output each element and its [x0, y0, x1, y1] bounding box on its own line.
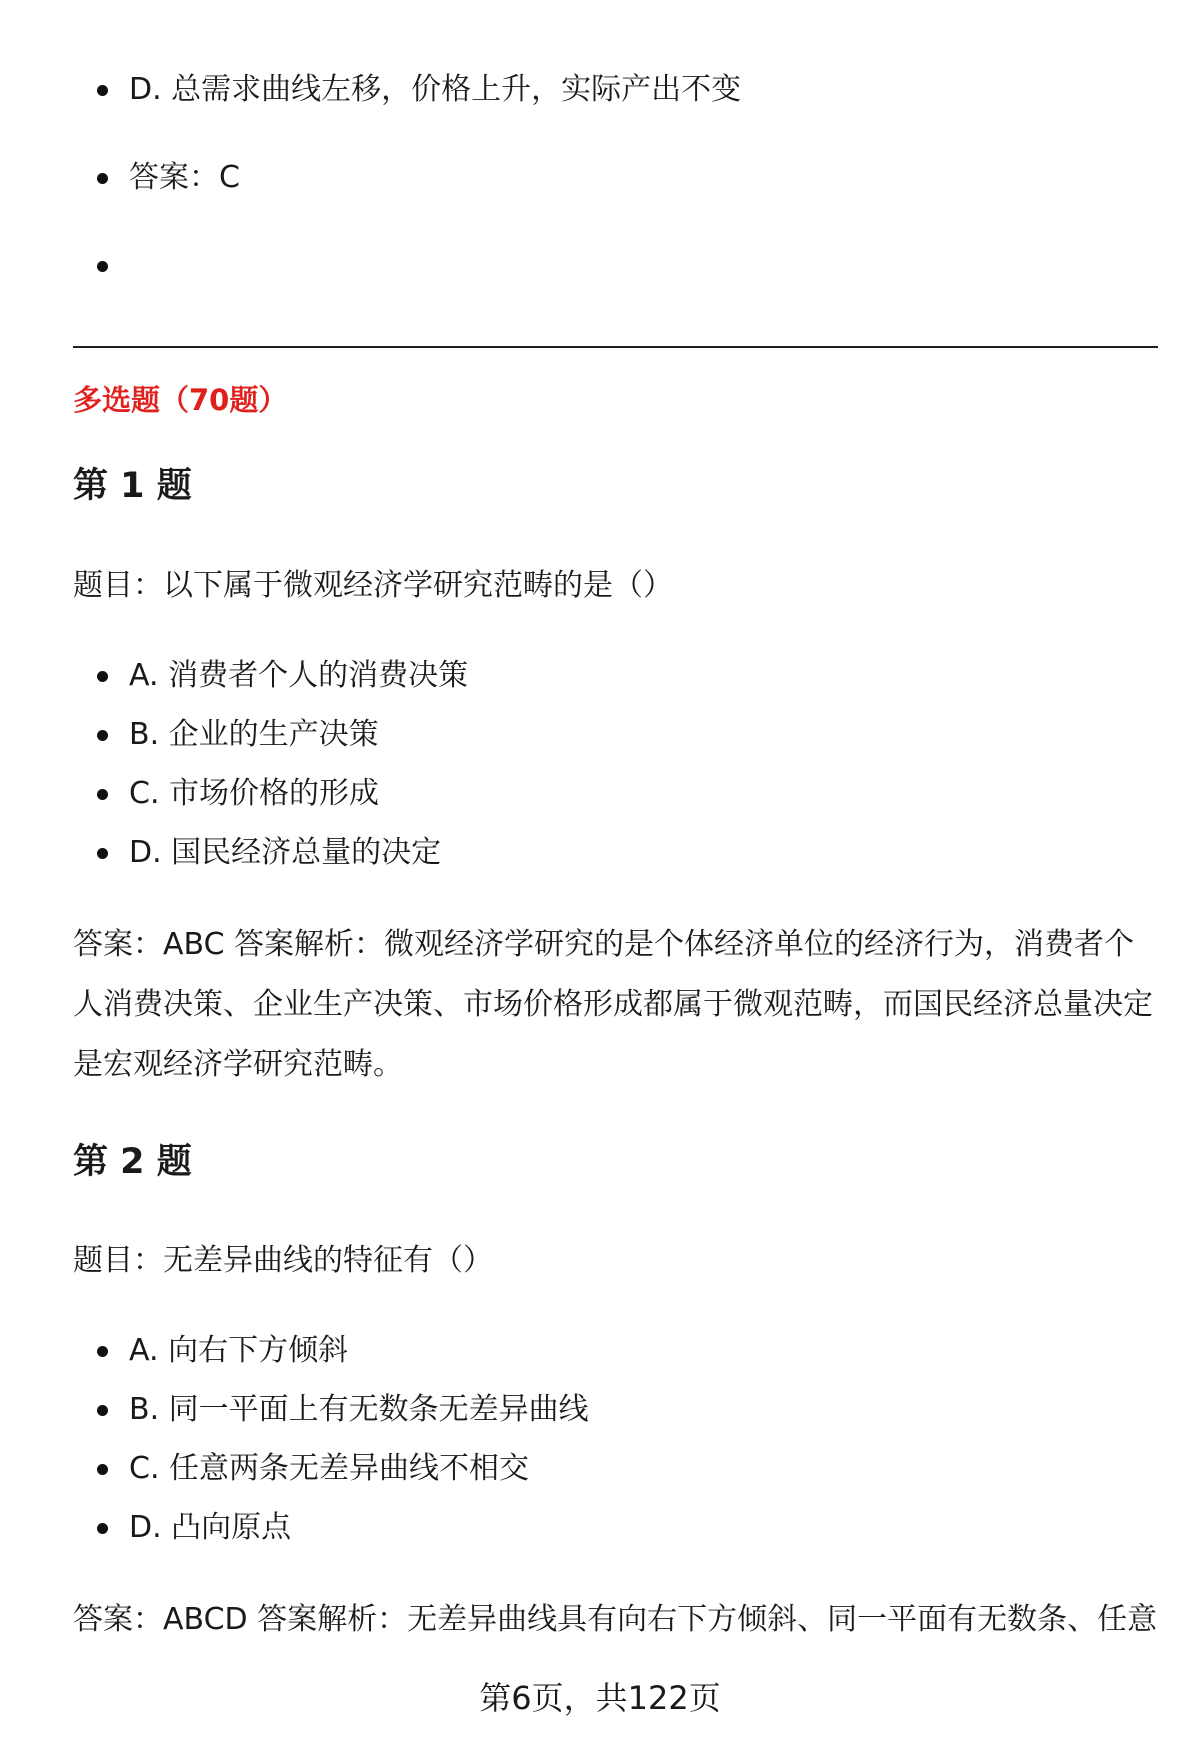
- empty-list-item: [73, 246, 741, 286]
- option-item: A. 消费者个人的消费决策: [73, 656, 468, 696]
- question-stem: 题目：无差异曲线的特征有（）: [73, 1243, 493, 1278]
- answer-explanation: 答案：ABCD 答案解析：无差异曲线具有向右下方倾斜、同一平面有无数条、任意: [73, 1602, 1158, 1637]
- option-item: B. 同一平面上有无数条无差异曲线: [73, 1390, 589, 1430]
- section-divider: [73, 346, 1158, 348]
- option-item: D. 国民经济总量的决定: [73, 833, 468, 873]
- question-stem: 题目：以下属于微观经济学研究范畴的是（）: [73, 568, 673, 603]
- answer-item: 答案：C: [73, 158, 741, 198]
- option-item: C. 任意两条无差异曲线不相交: [73, 1449, 589, 1489]
- previous-question-options: [73, 70, 741, 334]
- answer-explanation: 答案：ABC 答案解析：微观经济学研究的是个体经济单位的经济行为，消费者个人消费决策、企业生产决策、市场价格形成都属于微观范畴，而国民经济总量决定是宏观经济学研究范畴。: [73, 927, 1153, 1082]
- question-title: 第 1 题: [73, 466, 192, 506]
- question-title: 第 2 题: [73, 1142, 192, 1182]
- option-item: B. 企业的生产决策: [73, 715, 468, 755]
- option-item: D. 总需求曲线左移，价格上升，实际产出不变: [73, 70, 741, 110]
- question-options: [73, 1331, 589, 1567]
- page-footer: 第6页，共122页: [479, 1679, 721, 1717]
- option-item: D. 凸向原点: [73, 1508, 589, 1548]
- question-options: [73, 656, 468, 892]
- section-title: 多选题（70题）: [73, 383, 288, 417]
- option-item: A. 向右下方倾斜: [73, 1331, 589, 1371]
- option-item: C. 市场价格的形成: [73, 774, 468, 814]
